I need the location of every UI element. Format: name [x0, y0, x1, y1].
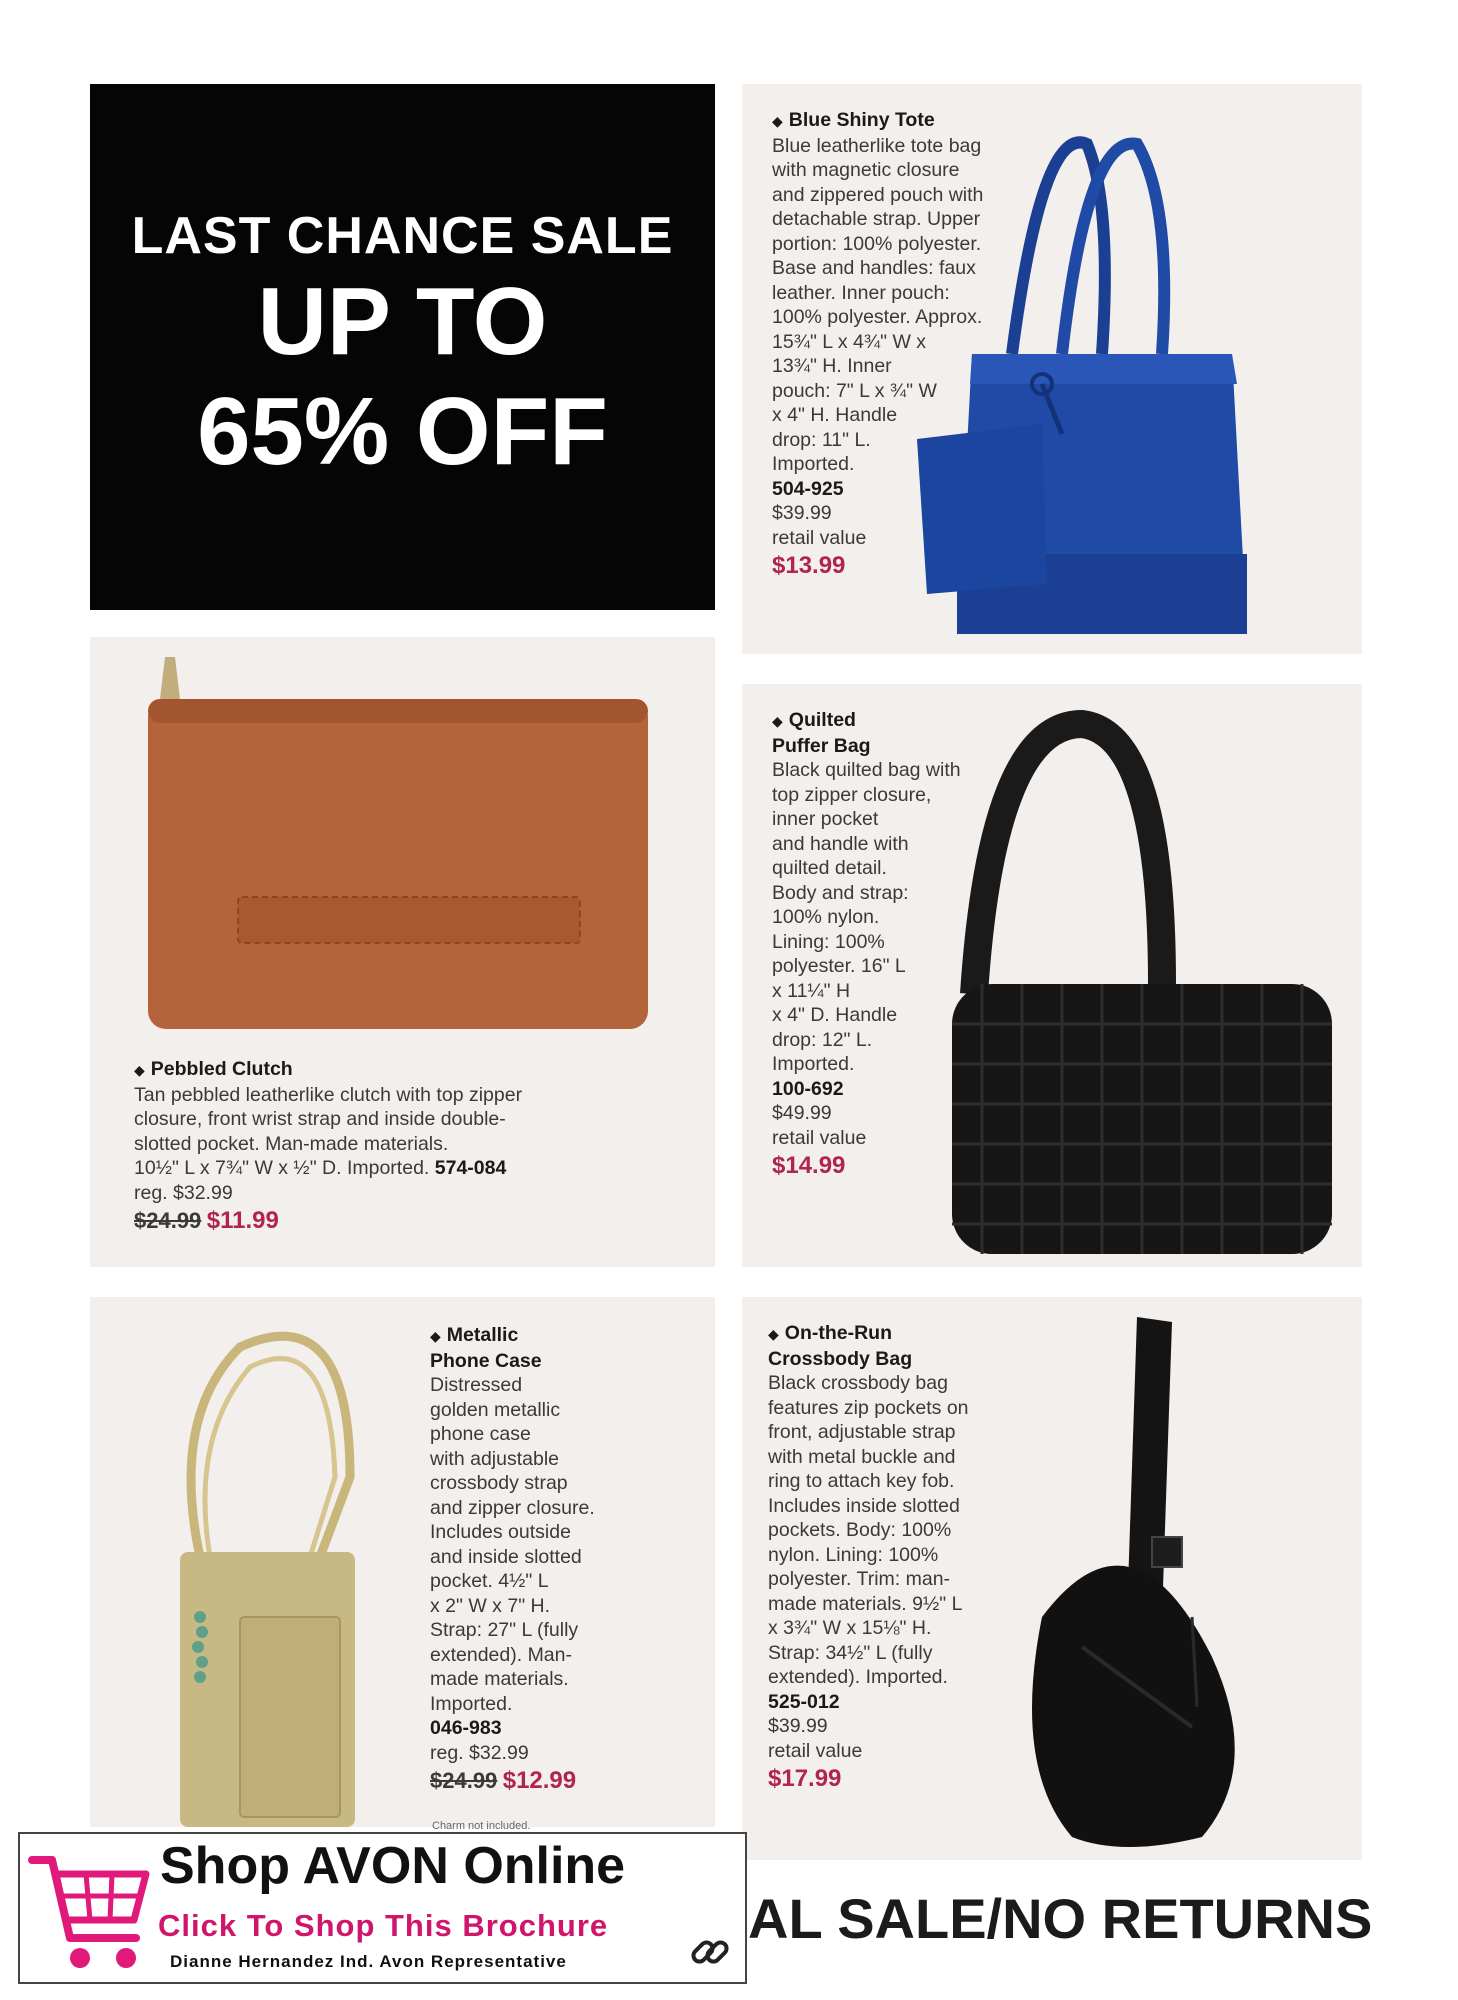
shop-brochure-link[interactable]: Click To Shop This Brochure [158, 1908, 609, 1943]
crossbody-line: with metal buckle and [768, 1445, 956, 1468]
crossbody-line: Strap: 34½" L (fully [768, 1641, 933, 1664]
crossbody-line: features zip pockets on [768, 1396, 969, 1419]
product-panel-tote [742, 84, 1362, 654]
puffer-description [772, 708, 1022, 1182]
puffer-line: quilted detail. [772, 857, 887, 879]
puffer-line: Body and strap: [772, 881, 909, 904]
puffer-sku: 100-692 [772, 1077, 844, 1100]
phone-line: Strap: 27" L (fully [430, 1619, 579, 1641]
shop-online-box[interactable] [18, 1832, 747, 1984]
banner-line-3: 65% OFF [197, 378, 608, 485]
phone-title-2: Phone Case [430, 1349, 542, 1372]
crossbody-line: front, adjustable strap [768, 1421, 956, 1443]
phone-line: pocket. 4½" L [430, 1570, 549, 1592]
crossbody-line: made materials. 9½" L [768, 1592, 963, 1615]
final-sale-notice: AL SALE/NO RETURNS [748, 1887, 1373, 1950]
clutch-sku: 574-084 [434, 1157, 507, 1179]
shopping-cart-icon[interactable] [24, 1838, 154, 1978]
clutch-sale-price: $11.99 [206, 1207, 279, 1234]
clutch-line: closure, front wrist strap and inside double- [134, 1108, 506, 1130]
phone-sku: 046-983 [430, 1717, 502, 1739]
phone-line: and zipper closure. [430, 1496, 595, 1519]
crossbody-line: x 3¾" W x 15⅛" H. [768, 1617, 932, 1639]
phone-reg-price: reg. $32.99 [430, 1741, 529, 1764]
puffer-line: x 11¼" H [772, 979, 851, 1002]
crossbody-title-2: Crossbody Bag [768, 1347, 913, 1370]
tote-line: pouch: 7" L x ¾" W [772, 379, 937, 402]
puffer-line: x 4" D. Handle [772, 1004, 898, 1026]
clutch-title: Pebbled Clutch [150, 1058, 293, 1080]
tote-line: and zippered pouch with [772, 183, 984, 206]
chain-link-icon[interactable] [688, 1930, 732, 1974]
phone-line: Imported. [430, 1692, 513, 1715]
puffer-sale-price: $14.99 [772, 1152, 846, 1179]
phone-description [430, 1323, 700, 1797]
puffer-line: Black quilted bag with [772, 759, 961, 781]
crossbody-line: Includes inside slotted [768, 1494, 960, 1517]
crossbody-line: ring to attach key fob. [768, 1470, 955, 1492]
phone-sale-price: $12.99 [502, 1767, 577, 1794]
crossbody-sku: 525-012 [768, 1690, 840, 1713]
shop-title[interactable]: Shop AVON Online [160, 1837, 626, 1895]
crossbody-retail-label: retail value [768, 1739, 863, 1762]
crossbody-line: nylon. Lining: 100% [768, 1543, 939, 1566]
puffer-line: Imported. [772, 1053, 855, 1075]
phone-title: Metallic [446, 1324, 519, 1346]
tote-line: portion: 100% polyester. [772, 232, 982, 255]
tote-line: detachable strap. Upper [772, 208, 981, 230]
diamond-bullet-icon: ◆ [134, 1062, 145, 1078]
crossbody-title: On-the-Run [784, 1322, 893, 1344]
phone-line: x 2" W x 7" H. [430, 1594, 551, 1617]
tote-line: with magnetic closure [772, 159, 960, 181]
tote-sku: 504-925 [772, 477, 844, 500]
tote-retail: $39.99 [772, 502, 832, 524]
product-panel-clutch [90, 637, 715, 1267]
puffer-line: and handle with [772, 832, 909, 855]
banner-line-2: UP TO [257, 268, 548, 375]
clutch-line: Tan pebbled leatherlike clutch with top zipper [134, 1083, 523, 1106]
phone-old-price: $24.99 [430, 1768, 498, 1793]
puffer-line: 100% nylon. [772, 906, 880, 928]
tote-title: Blue Shiny Tote [788, 109, 935, 131]
product-panel-puffer [742, 684, 1362, 1267]
tote-line: 100% polyester. Approx. [772, 306, 983, 328]
phone-line: Distressed [430, 1374, 523, 1396]
tote-line: Imported. [772, 453, 855, 475]
puffer-title: Quilted [788, 709, 856, 731]
banner-line-1: LAST CHANCE SALE [131, 207, 674, 265]
tote-description [772, 108, 1062, 582]
phone-line: and inside slotted [430, 1545, 582, 1568]
puffer-line: drop: 12" L. [772, 1028, 873, 1051]
tote-line: 13¾" H. Inner [772, 355, 892, 377]
tote-line: Base and handles: faux [772, 257, 976, 279]
diamond-bullet-icon: ◆ [768, 1326, 779, 1342]
clutch-line: 10½" L x 7¾" W x ½" D. Imported. [134, 1157, 430, 1179]
product-panel-crossbody [742, 1297, 1362, 1860]
tote-line: 15¾" L x 4¾" W x [772, 330, 927, 353]
crossbody-retail: $39.99 [768, 1715, 828, 1737]
clutch-line: slotted pocket. Man-made materials. [134, 1132, 449, 1155]
product-panel-phone [90, 1297, 715, 1827]
puffer-retail-label: retail value [772, 1126, 867, 1149]
puffer-title-2: Puffer Bag [772, 734, 871, 757]
puffer-line: Lining: 100% [772, 930, 885, 953]
puffer-line: inner pocket [772, 808, 879, 830]
phone-line: made materials. [430, 1668, 569, 1690]
phone-case-image [90, 1297, 390, 1827]
charm-note: Charm not included. [432, 1820, 531, 1832]
clutch-old-price: $24.99 [134, 1208, 202, 1233]
diamond-bullet-icon: ◆ [772, 713, 783, 729]
diamond-bullet-icon: ◆ [772, 113, 783, 129]
phone-line: with adjustable [430, 1447, 559, 1470]
clutch-reg-price: reg. $32.99 [134, 1181, 233, 1204]
puffer-retail: $49.99 [772, 1102, 832, 1124]
diamond-bullet-icon: ◆ [430, 1328, 441, 1344]
crossbody-line: extended). Imported. [768, 1666, 948, 1688]
crossbody-line: polyester. Trim: man- [768, 1568, 951, 1590]
phone-line: crossbody strap [430, 1472, 568, 1494]
phone-line: phone case [430, 1423, 531, 1445]
clutch-image [90, 637, 715, 1047]
puffer-line: top zipper closure, [772, 783, 932, 806]
phone-line: extended). Man- [430, 1643, 572, 1666]
tote-line: Blue leatherlike tote bag [772, 134, 982, 157]
clutch-description [134, 1057, 694, 1237]
phone-line: Includes outside [430, 1521, 571, 1543]
crossbody-description [768, 1321, 1038, 1795]
crossbody-line: pockets. Body: 100% [768, 1519, 952, 1541]
puffer-line: polyester. 16" L [772, 955, 906, 977]
sale-banner [90, 84, 715, 610]
tote-line: x 4" H. Handle [772, 404, 898, 426]
tote-line: drop: 11" L. [772, 428, 871, 451]
tote-sale-price: $13.99 [772, 552, 846, 579]
tote-line: leather. Inner pouch: [772, 281, 950, 304]
crossbody-line: Black crossbody bag [768, 1372, 948, 1394]
phone-line: golden metallic [430, 1398, 561, 1421]
tote-retail-label: retail value [772, 526, 867, 549]
crossbody-sale-price: $17.99 [768, 1765, 842, 1792]
representative-name: Dianne Hernandez Ind. Avon Representative [170, 1952, 567, 1971]
